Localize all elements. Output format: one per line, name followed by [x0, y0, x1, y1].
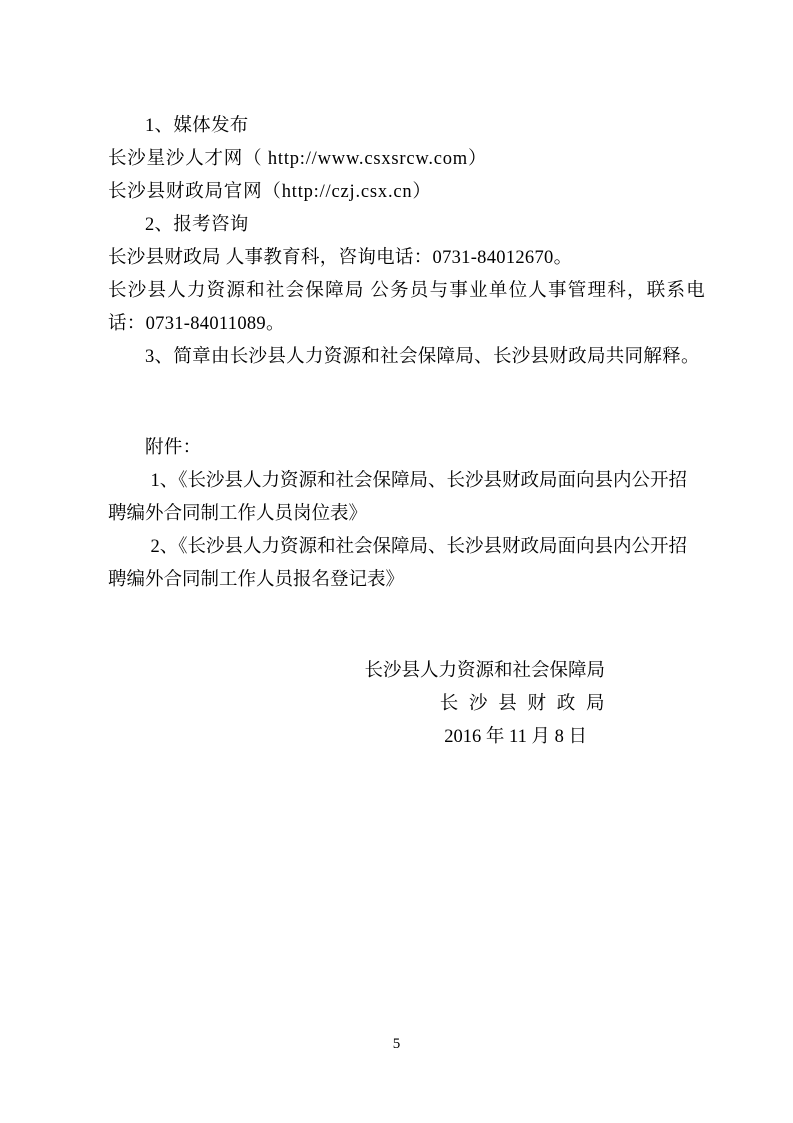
paragraph-hr-bureau-contact: 长沙县人力资源和社会保障局 公务员与事业单位人事管理科，联系电话：0731-84011089。	[108, 281, 705, 334]
attachment-item-1: 1、《长沙县人力资源和社会保障局、长沙县财政局面向县内公开招聘编外合同制工作人员岗位表》	[108, 471, 688, 524]
signature-date: 2016 年 11 月 8 日	[444, 727, 587, 747]
paragraph-media-release: 1、媒体发布	[145, 116, 249, 136]
signature-block	[108, 655, 705, 754]
section-spacer	[108, 374, 705, 404]
attachments-label: 附件：	[145, 438, 202, 458]
paragraph-website-csxsrcw: 长沙星沙人才网（ http://www.csxsrcw.com）	[108, 149, 488, 169]
page-number: 5	[392, 1036, 401, 1052]
signature-department-hr: 长沙县人力资源和社会保障局	[364, 661, 605, 681]
paragraph-finance-bureau-contact: 长沙县财政局 人事教育科，咨询电话：0731-84012670。	[108, 248, 573, 268]
paragraph-interpretation: 3、简章由长沙县人力资源和社会保障局、长沙县财政局共同解释。	[145, 347, 700, 367]
attachment-item-2: 2、《长沙县人力资源和社会保障局、长沙县财政局面向县内公开招聘编外合同制工作人员报名登记表》	[108, 537, 688, 590]
paragraph-consultation-heading: 2、报考咨询	[145, 215, 249, 235]
attachments-section	[108, 432, 705, 597]
paragraph-website-czj: 长沙县财政局官网（http://czj.csx.cn）	[108, 182, 432, 202]
signature-department-finance: 长 沙 县 财 政 局	[439, 694, 605, 714]
